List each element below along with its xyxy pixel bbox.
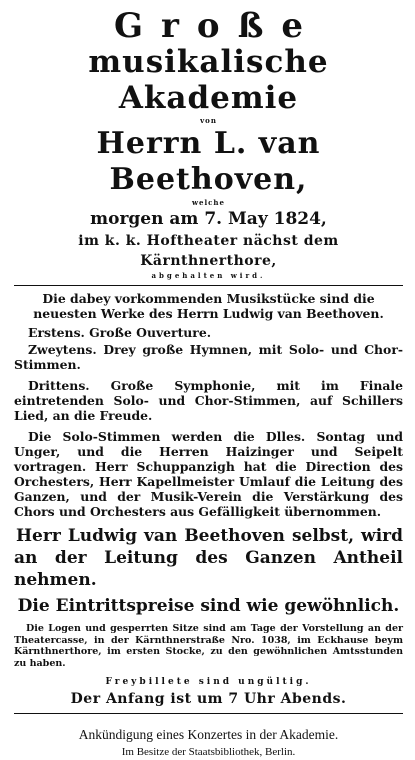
abgehalten-label: abgehalten wird. <box>151 271 266 280</box>
intro-text: Die dabey vorkommenden Musikstücke sind die neuesten Werke des Herrn Ludwig van Beethoven. <box>33 291 384 321</box>
divider-bottom <box>14 713 403 714</box>
divider-top <box>14 285 403 286</box>
freibillets-line: Freybillete sind ungültig. <box>105 677 312 687</box>
prices-line: Die Eintrittspreise sind wie gewöhnlich. <box>17 596 400 616</box>
composer-line: Herrn L. van Beethoven, <box>96 126 321 197</box>
tickets-text: Die Logen und gesperrten Sitze sind am Tage der Vorstellung an der Theatercasse, in der Kärnthnerstraße Nro. 1038, im Eckhause beym Kärnthnerthore, im ersten Stocke, zu den gewöhnlichen Amtsstunden zu haben. <box>14 623 403 669</box>
program-item-2: Zweytens. Drey große Hymnen, mit Solo- und Chor-Stimmen. <box>14 342 403 372</box>
title-line-2: musikalische Akademie <box>88 44 329 116</box>
von-label: von <box>200 116 217 125</box>
welche-label: welche <box>192 198 225 207</box>
program-item-1: Erstens. Große Ouverture. <box>28 325 212 340</box>
beethoven-line: Herr Ludwig van Beethoven selbst, wird an der Leitung des Ganzen Antheil nehmen. <box>14 526 403 590</box>
title-line-1: Große <box>113 6 322 46</box>
start-time-line: Der Anfang ist um 7 Uhr Abends. <box>70 691 347 707</box>
caption-source: Im Besitze der Staatsbibliothek, Berlin. <box>121 746 296 758</box>
program-item-3: Drittens. Große Symphonie, mit im Finale eintretenden Solo- und Chor-Stimmen, auf Schillers Lied, an die Freude. <box>14 378 403 423</box>
performers-text: Die Solo-Stimmen werden die Dlles. Sontag und Unger, und die Herren Haizinger und Seipelt vortragen. Herr Schuppanzigh hat die Direction des Orchesters, Herr Kapellmeister Umlauf die Leitung des Ganzen, und der Musik-Verein die Verstärkung des Chors und Orchesters aus Gefälligkeit übernommen. <box>14 429 403 519</box>
caption-title: Ankündigung eines Konzertes in der Akademie. <box>78 727 339 742</box>
place-line: im k. k. Hoftheater nächst dem Kärnthnerthore, <box>78 233 339 269</box>
date-line: morgen am 7. May 1824, <box>90 209 327 229</box>
